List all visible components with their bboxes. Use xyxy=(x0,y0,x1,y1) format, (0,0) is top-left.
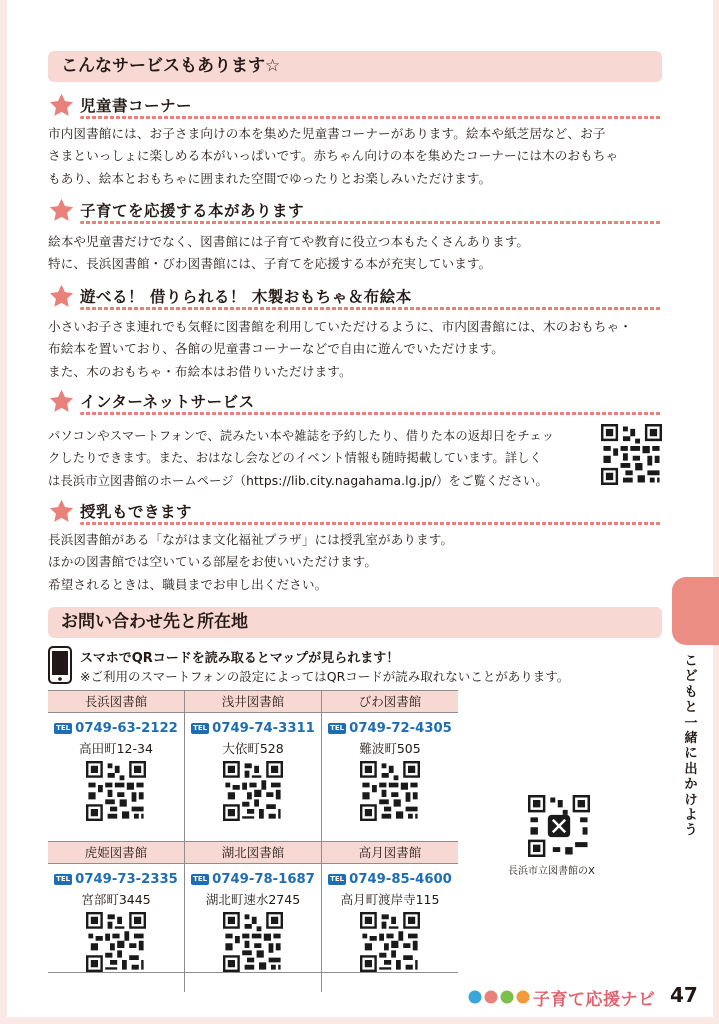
section-divider xyxy=(80,221,662,224)
star-icon xyxy=(48,388,75,415)
library-cell xyxy=(322,841,459,992)
section-divider xyxy=(80,116,662,119)
contact-heading: お問い合わせ先と所在地 xyxy=(48,607,662,638)
tel-icon: TEL xyxy=(56,875,71,883)
qr-code-icon[interactable] xyxy=(86,912,146,972)
body-line: 希望されるときは、職員までお申し出ください。 xyxy=(48,576,328,592)
star-icon xyxy=(48,498,75,525)
x-account-caption: 長浜市立図書館のX xyxy=(508,866,595,877)
library-table xyxy=(48,690,458,992)
body-line: もあり、絵本とおもちゃに囲まれた空間でゆったりとお楽しみいただけます。 xyxy=(48,170,492,186)
library-phone[interactable] xyxy=(322,719,458,739)
section-divider xyxy=(80,412,662,415)
section-title: インターネットサービス xyxy=(80,393,255,411)
section-title: 子育てを応援する本があります xyxy=(80,202,305,220)
qr-code-icon[interactable] xyxy=(601,424,662,485)
section-header-kids-books xyxy=(48,92,662,120)
qr-code-icon[interactable] xyxy=(86,761,146,821)
library-address: 難波町505 xyxy=(359,741,421,756)
phone-number[interactable]: 0749-73-2335 xyxy=(75,872,178,887)
section-title: 遊べる！ 借りられる！ 木製おもちゃ＆布絵本 xyxy=(80,288,412,306)
phone-number[interactable]: 0749-74-3311 xyxy=(212,721,315,736)
section-header-internet xyxy=(48,388,662,416)
body-line: 絵本や児童書だけでなく、図書館には子育てや教育に役立つ本もたくさんあります。 xyxy=(48,234,530,249)
library-phone[interactable] xyxy=(48,719,184,739)
tel-icon: TEL xyxy=(330,875,345,883)
library-cell xyxy=(322,690,459,841)
tel-icon: TEL xyxy=(56,724,71,732)
library-name: 浅井図書館 xyxy=(185,690,321,713)
body-line: 市内図書館には、お子さま向けの本を集めた児童書コーナーがあります。絵本や紙芝居など、お子 xyxy=(48,126,606,141)
body-line: 長浜図書館がある「ながはま文化福祉プラザ」には授乳室があります。 xyxy=(48,532,454,547)
library-cell xyxy=(48,690,185,841)
library-address: 宮部町3445 xyxy=(81,892,151,907)
library-phone[interactable] xyxy=(322,870,458,890)
section-title: 授乳もできます xyxy=(80,503,193,521)
section-divider xyxy=(80,522,662,525)
x-logo-icon[interactable] xyxy=(528,795,590,857)
side-tab-label: こどもと一緒に出かけよう xyxy=(684,654,698,839)
library-address: 大依町528 xyxy=(222,741,284,756)
library-address: 湖北町速水2745 xyxy=(205,892,301,907)
library-name: 虎姫図書館 xyxy=(48,841,184,864)
qr-instructions xyxy=(48,646,662,686)
phone-number[interactable]: 0749-72-4305 xyxy=(349,721,452,736)
star-icon xyxy=(48,283,75,310)
tel-icon: TEL xyxy=(330,724,345,732)
library-phone[interactable] xyxy=(185,719,321,739)
table-bottom-rule xyxy=(48,972,458,973)
body-line: また、木のおもちゃ・布絵本はお借りいただけます。 xyxy=(48,363,352,379)
qr-lead-text: スマホでQRコードを読み取るとマップが見られます！ xyxy=(80,651,400,666)
section-header-parenting-books xyxy=(48,197,662,225)
tel-icon: TEL xyxy=(193,724,208,732)
section-body xyxy=(48,425,598,492)
section-title: 児童書コーナー xyxy=(80,97,193,115)
tel-icon: TEL xyxy=(193,875,208,883)
library-phone[interactable] xyxy=(48,870,184,890)
qr-code-icon[interactable] xyxy=(223,761,283,821)
library-name: 長浜図書館 xyxy=(48,690,184,713)
phone-number[interactable]: 0749-78-1687 xyxy=(212,872,315,887)
body-line: パソコンやスマートフォンで、読みたい本や雑誌を予約したり、借りた本の返却日をチェッ xyxy=(48,429,555,443)
qr-code-icon[interactable] xyxy=(223,912,283,972)
services-heading: こんなサービスもあります☆ xyxy=(48,51,662,82)
section-body xyxy=(48,231,662,276)
section-header-nursing xyxy=(48,498,662,526)
library-phone[interactable] xyxy=(185,870,321,890)
library-name: びわ図書館 xyxy=(322,690,458,713)
smartphone-icon xyxy=(48,646,72,684)
star-icon xyxy=(48,197,75,224)
section-body xyxy=(48,529,662,596)
library-name: 湖北図書館 xyxy=(185,841,321,864)
library-name: 高月図書館 xyxy=(322,841,458,864)
library-cell xyxy=(185,841,322,992)
qr-code-icon[interactable] xyxy=(360,761,420,821)
library-address: 高田町12-34 xyxy=(79,741,153,756)
body-line: さまといっしょに楽しめる本がいっぱいです。赤ちゃん向けの本を集めたコーナーには木のおもちゃ xyxy=(48,148,619,164)
qr-note-text: ※ご利用のスマートフォンの設定によってはQRコードが読み取れないことがあります。 xyxy=(80,669,570,684)
star-icon xyxy=(48,92,75,119)
body-line: 布絵本を置いており、各館の児童書コーナーなどで自由に遊んでいただけます。 xyxy=(48,341,504,357)
side-tab xyxy=(672,577,719,645)
library-cell xyxy=(185,690,322,841)
body-line: クしたりできます。また、おはなし会などのイベント情報も随時掲載しています。詳しく xyxy=(48,451,542,466)
body-line: 小さいお子さま連れでも気軽に図書館を利用していただけるように、市内図書館には、木のおもちゃ・ xyxy=(48,319,632,334)
section-body xyxy=(48,316,662,383)
body-line[interactable]: は長浜市立図書館のホームページ（https://lib.city.nagahama.lg.jp/）をご覧ください。 xyxy=(48,473,548,488)
footer-title: 子育て応援ナビ xyxy=(533,990,656,1010)
phone-number[interactable]: 0749-85-4600 xyxy=(349,872,452,887)
page-number: 47 xyxy=(670,983,698,1007)
library-address: 高月町渡岸寺115 xyxy=(340,892,440,907)
library-cell xyxy=(48,841,185,992)
section-body xyxy=(48,123,662,190)
section-divider xyxy=(80,307,662,310)
body-line: ほかの図書館では空いている部屋をお使いいただけます。 xyxy=(48,554,378,570)
phone-number[interactable]: 0749-63-2122 xyxy=(75,721,178,736)
qr-code-icon[interactable] xyxy=(360,912,420,972)
footer-logo-icon xyxy=(468,990,530,1004)
section-header-toys xyxy=(48,283,662,311)
body-line: 特に、長浜図書館・びわ図書館には、子育てを応援する本が充実しています。 xyxy=(48,256,492,272)
